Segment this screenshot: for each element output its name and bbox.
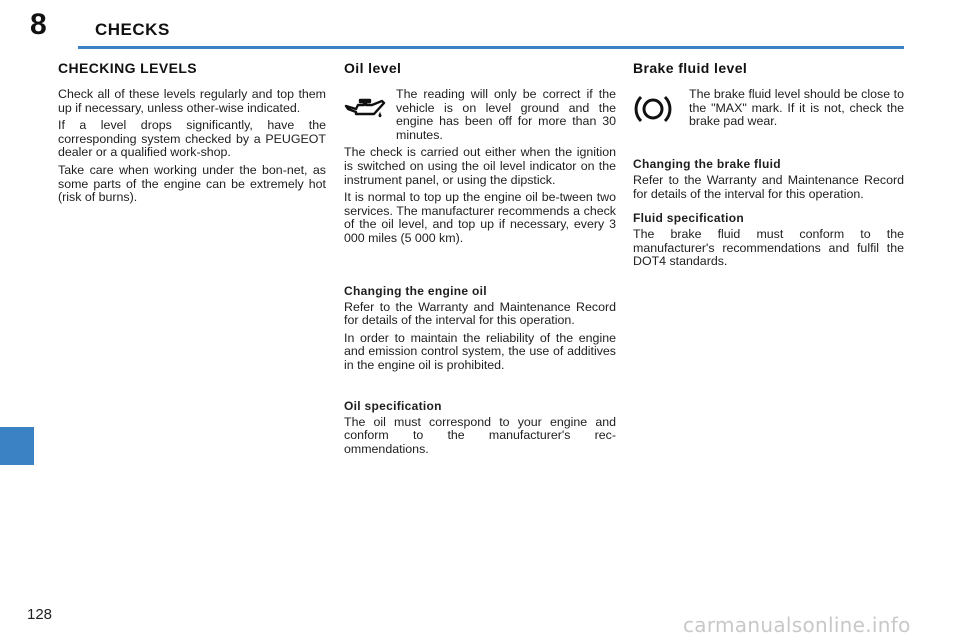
paragraph: The brake fluid must conform to the manufacturer's recommendations and fulfil the DOT4 standards. xyxy=(633,227,904,269)
oil-level-intro-text: The reading will only be correct if the vehicle is on level ground and the engine has been off for more than 30 minutes. xyxy=(396,87,616,142)
header-rule xyxy=(78,46,904,49)
chapter-side-tab xyxy=(0,427,34,465)
paragraph: The oil must correspond to your engine and conform to the manufacturer's rec-ommendations. xyxy=(344,414,616,456)
paragraph: Refer to the Warranty and Maintenance Record for details of the interval for this operation. xyxy=(344,299,616,328)
brake-fluid-section xyxy=(633,60,904,273)
brake-fluid-intro xyxy=(633,88,904,131)
section-title-checking-levels: CHECKING LEVELS xyxy=(58,60,198,76)
subheading-fluid-specification: Fluid specification xyxy=(633,211,745,226)
checking-levels-section xyxy=(58,60,326,209)
oil-level-section xyxy=(344,60,616,460)
paragraph: In order to maintain the reliability of the engine and emission control system, the use of additives in the engine oil is prohibited. xyxy=(344,330,616,372)
paragraph: Refer to the Warranty and Maintenance Record for details of the interval for this operation. xyxy=(633,173,904,201)
paragraph: Check all of these levels regularly and top them up if necessary, unless other-wise indicated. xyxy=(58,87,326,115)
brake-warning-icon xyxy=(633,88,689,131)
brake-fluid-intro-text: The brake fluid level should be close to the "MAX" mark. If it is not, check the brake pad wear. xyxy=(689,87,904,129)
watermark: carmanualsonline.info xyxy=(683,613,911,637)
paragraph: The check is carried out either when the ignition is switched on using the oil level indicator on the instrument panel, or using the dipstick. xyxy=(344,145,616,187)
chapter-title: CHECKS xyxy=(95,20,170,39)
subheading-changing-engine-oil: Changing the engine oil xyxy=(344,283,487,298)
paragraph: If a level drops significantly, have the corresponding system checked by a PEUGEOT dealer or a qualified work-shop. xyxy=(58,118,326,160)
section-title-brake-fluid-level: Brake fluid level xyxy=(633,60,748,76)
oil-can-icon xyxy=(344,88,396,125)
paragraph: It is normal to top up the engine oil be-tween two services. The manufacturer recommends a check of the oil level, and top up if necessary, every 3 000 miles (5 000 km). xyxy=(344,190,616,245)
subheading-changing-brake-fluid: Changing the brake fluid xyxy=(633,157,781,171)
subheading-oil-specification: Oil specification xyxy=(344,398,442,413)
oil-level-intro xyxy=(344,88,616,142)
page-number: 128 xyxy=(27,606,53,623)
paragraph: Take care when working under the bon-net, as some parts of the engine can be extremely hot (risk of burns). xyxy=(58,162,326,205)
chapter-number: 8 xyxy=(30,8,47,41)
section-title-oil-level: Oil level xyxy=(344,60,402,76)
